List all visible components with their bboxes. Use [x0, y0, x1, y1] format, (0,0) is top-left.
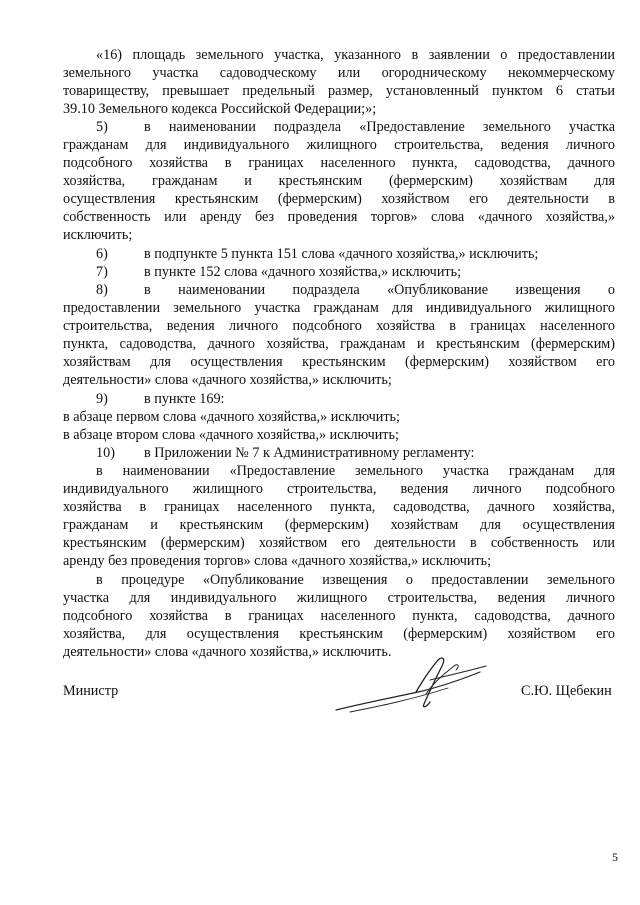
list-number: 8): [96, 282, 108, 298]
paragraph-line: подсобного хозяйства в границах населенного пункта, садоводства, дачного: [63, 155, 615, 171]
paragraph-line: товариществу, превышает предельный размер, установленный пунктом 6 статьи: [63, 83, 615, 99]
paragraph-line: участка для индивидуального жилищного строительства, ведения личного: [63, 590, 615, 606]
signatory-name: С.Ю. Щебекин: [521, 683, 612, 699]
paragraph-line: предоставлении земельного участка гражданам для индивидуального жилищного: [63, 300, 615, 316]
list-item-9: [0, 390, 615, 408]
list-item-8: [0, 281, 615, 299]
paragraph-line: в абзаце первом слова «дачного хозяйства,» исключить;: [63, 409, 400, 425]
list-number: 6): [96, 246, 108, 262]
signature-image: [330, 652, 490, 718]
paragraph-line: 39.10 Земельного кодекса Российской Федерации;»;: [63, 101, 377, 117]
list-item-6: [0, 245, 615, 263]
paragraph-line: хозяйствам для осуществления крестьянским (фермерским) хозяйством его: [63, 354, 615, 370]
paragraph-line: индивидуального жилищного строительства, ведения личного подсобного: [63, 481, 615, 497]
paragraph-line: хозяйства, для осуществления крестьянским (фермерским) хозяйством его: [63, 626, 615, 642]
paragraph-line: крестьянским (фермерским) хозяйством его деятельности в собственность или: [63, 535, 615, 551]
paragraph-line: хозяйства в границах населенного пункта, садоводства, дачного хозяйства,: [63, 499, 615, 515]
paragraph-line: осуществления крестьянским (фермерским) хозяйством его деятельности в: [63, 191, 615, 207]
paragraph-line: пункта, садоводства, дачного хозяйства, гражданам и крестьянским (фермерским): [63, 336, 615, 352]
paragraph-line: в пункте 169:: [144, 391, 225, 407]
page-number: 5: [612, 850, 618, 864]
paragraph-line: гражданам для индивидуального жилищного строительства, ведения личного: [63, 137, 615, 153]
paragraph-line: в наименовании подраздела «Предоставление земельного участка: [144, 119, 615, 135]
list-number: 5): [96, 119, 108, 135]
list-number: 9): [96, 391, 108, 407]
paragraph-line: подсобного хозяйства в границах населенного пункта, садоводства, дачного: [63, 608, 615, 624]
list-number: 10): [96, 445, 115, 461]
paragraph-line: собственность или аренду без проведения торгов» слова «дачного хозяйства,»: [63, 209, 615, 225]
paragraph-line: в процедуре «Опубликование извещения о предоставлении земельного: [96, 572, 615, 588]
list-item-7: [0, 263, 615, 281]
signatory-title: Министр: [63, 683, 119, 699]
paragraph-line: исключить;: [63, 227, 133, 243]
paragraph-line: аренду без проведения торгов» слова «дачного хозяйства,» исключить;: [63, 553, 492, 569]
list-item-10: [0, 444, 615, 462]
paragraph-line: деятельности» слова «дачного хозяйства,» исключить.: [63, 644, 392, 660]
paragraph-line: строительства, ведения личного подсобного хозяйства в границах населенного: [63, 318, 615, 334]
paragraph-line: деятельности» слова «дачного хозяйства,» исключить;: [63, 372, 392, 388]
paragraph-line: в абзаце втором слова «дачного хозяйства,» исключить;: [63, 427, 399, 443]
paragraph-line: «16) площадь земельного участка, указанного в заявлении о предоставлении: [96, 47, 615, 63]
paragraph-line: хозяйства, гражданам и крестьянским (фермерским) хозяйствам для: [63, 173, 615, 189]
paragraph-line: в Приложении № 7 к Административному регламенту:: [144, 445, 475, 461]
list-number: 7): [96, 264, 108, 280]
paragraph-line: в наименовании «Предоставление земельного участка гражданам для: [96, 463, 615, 479]
list-item-5: [0, 118, 615, 136]
paragraph-line: в пункте 152 слова «дачного хозяйства,» исключить;: [144, 264, 462, 280]
paragraph-line: в подпункте 5 пункта 151 слова «дачного хозяйства,» исключить;: [144, 246, 539, 262]
paragraph-line: гражданам и крестьянским (фермерским) хозяйствам для осуществления: [63, 517, 615, 533]
paragraph-line: в наименовании подраздела «Опубликование извещения о: [144, 282, 615, 298]
paragraph-line: земельного участка садоводческому или огородническому некоммерческому: [63, 65, 615, 81]
